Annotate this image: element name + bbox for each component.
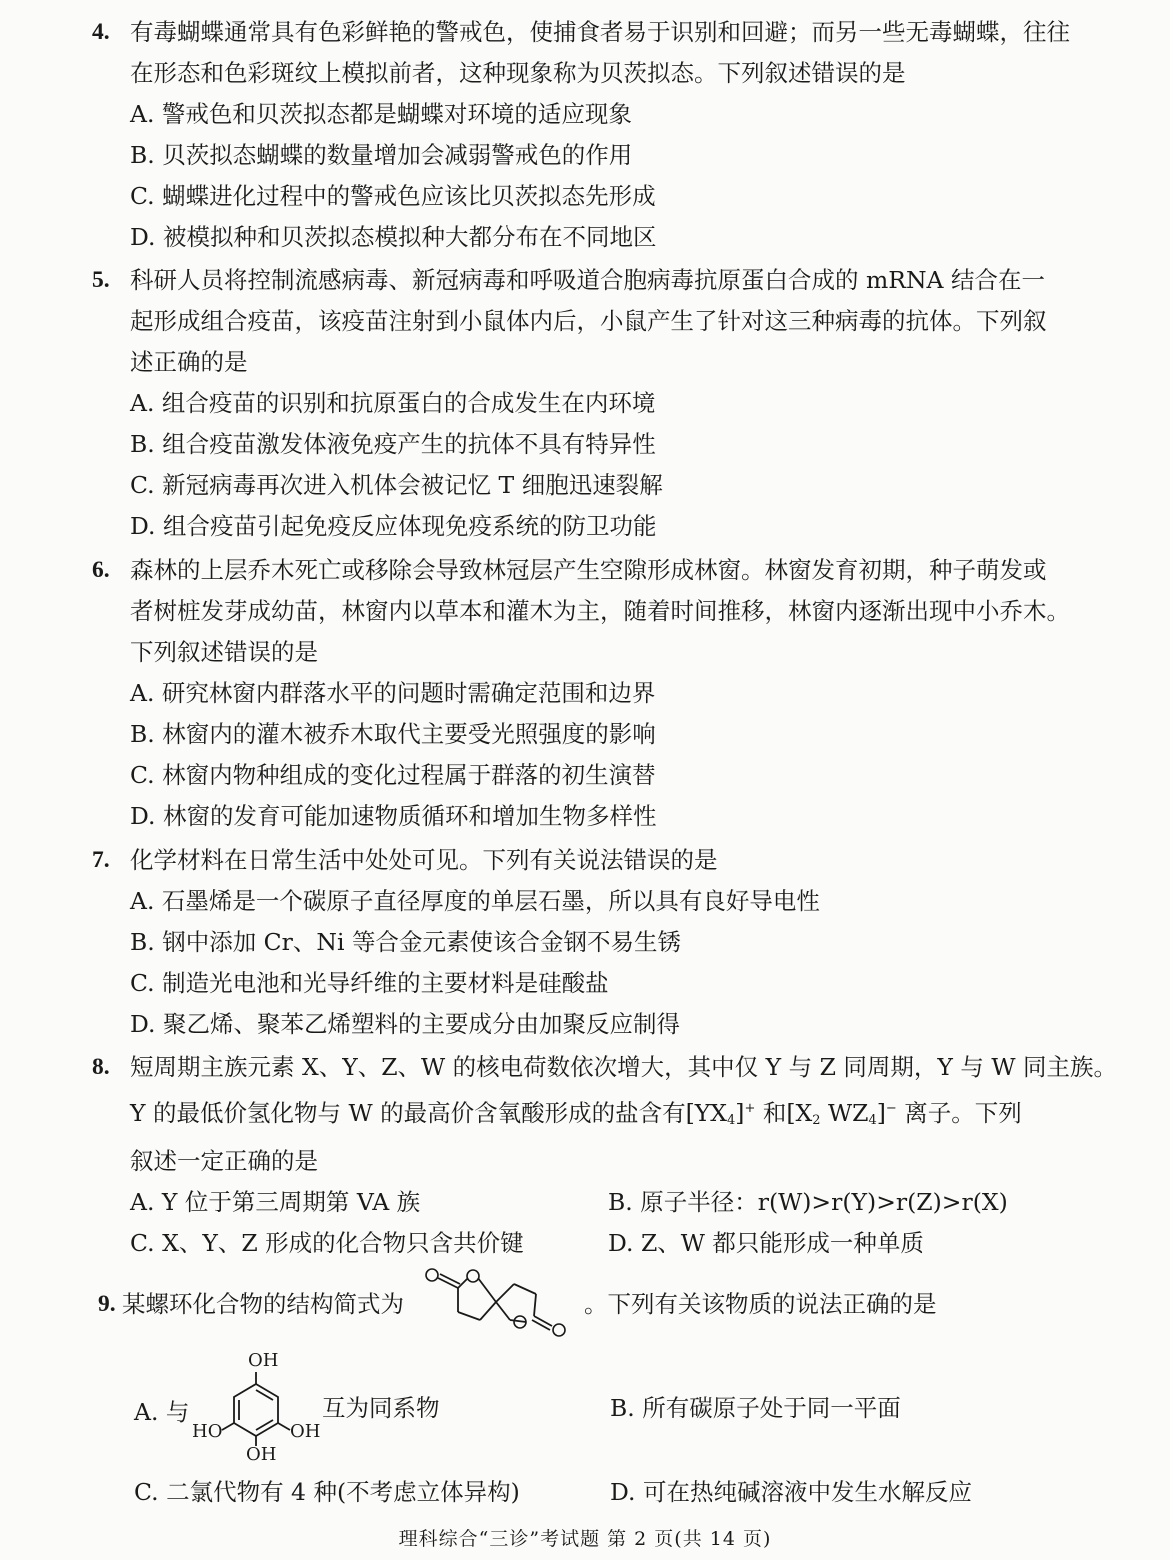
option-a: A. Y 位于第三周期第 VA 族: [130, 1188, 421, 1216]
option-a: A. 石墨烯是一个碳原子直径厚度的单层石墨，所以具有良好导电性: [130, 887, 820, 915]
question-number: 7.: [92, 847, 110, 873]
option-d: D. Z、W 都只能形成一种单质: [608, 1229, 924, 1257]
options-row: [130, 1182, 1117, 1223]
option-d: D. 林窗的发育可能加速物质循环和增加生物多样性: [130, 802, 657, 830]
question-stem-line: 有毒蝴蝶通常具有色彩鲜艳的警戒色，使捕食者易于识别和回避；而另一些无毒蝴蝶，往往: [130, 18, 1070, 46]
stem-text: 和[X: [755, 1099, 813, 1127]
question-stem-line: 化学材料在日常生活中处处可见。下列有关说法错误的是: [130, 846, 718, 874]
option-c: C. 蝴蝶进化过程中的警戒色应该比贝茨拟态先形成: [130, 182, 656, 210]
option-a: A. 研究林窗内群落水平的问题时需确定范围和边界: [130, 679, 656, 707]
page-footer: 理科综合“三诊”考试题 第 2 页(共 14 页): [398, 1528, 772, 1550]
question-stem-line: 者树桩发芽成幼苗，林窗内以草本和灌木为主，随着时间推移，林窗内逐渐出现中小乔木。: [130, 597, 1070, 625]
option-c: C. 二氯代物有 4 种(不考虑立体异构): [134, 1478, 520, 1506]
options-row: [130, 1223, 1117, 1264]
question-stem-line: 在形态和色彩斑纹上模拟前者，这种现象称为贝茨拟态。下列叙述错误的是: [130, 59, 906, 87]
option-a-prefix: A. 与: [134, 1398, 190, 1426]
option-c: C. 林窗内物种组成的变化过程属于群落的初生演替: [130, 761, 656, 789]
spiro-lactone-structure-icon: [418, 1264, 578, 1344]
question-number: 9.: [98, 1291, 116, 1317]
question-stem-line: 述正确的是: [130, 348, 248, 376]
stem-text: 离子。下列: [896, 1099, 1022, 1127]
question-6: [92, 550, 1070, 837]
oh-right-label: OH: [290, 1421, 321, 1442]
option-c: C. 制造光电池和光导纤维的主要材料是硅酸盐: [130, 969, 609, 997]
question-number: 8.: [92, 1054, 110, 1080]
oh-bottom-label: OH: [246, 1444, 277, 1465]
question-stem-line: 科研人员将控制流感病毒、新冠病毒和呼吸道合胞病毒抗原蛋白合成的 mRNA 结合在一: [130, 266, 1045, 294]
question-4: [92, 12, 1070, 258]
question-9-stem-after: 。下列有关该物质的说法正确的是: [584, 1290, 937, 1318]
question-number: 4.: [92, 19, 110, 45]
subscript: 4: [727, 1113, 736, 1128]
oh-top-label: OH: [248, 1350, 279, 1371]
superscript: +: [744, 1101, 756, 1116]
question-stem-line: 下列叙述错误的是: [130, 638, 318, 666]
ho-left-label: HO: [192, 1421, 223, 1442]
option-d: D. 组合疫苗引起免疫反应体现免疫系统的防卫功能: [130, 512, 657, 540]
option-c: C. 新冠病毒再次进入机体会被记忆 T 细胞迅速裂解: [130, 471, 663, 499]
option-a: A. 警戒色和贝茨拟态都是蝴蝶对环境的适应现象: [130, 100, 632, 128]
question-stem-line: 起形成组合疫苗，该疫苗注射到小鼠体内后，小鼠产生了针对这三种病毒的抗体。下列叙: [130, 307, 1047, 335]
subscript: 4: [868, 1113, 877, 1128]
question-8: [92, 1047, 1117, 1264]
option-a: A. 组合疫苗的识别和抗原蛋白的合成发生在内环境: [130, 389, 656, 417]
option-b: B. 所有碳原子处于同一平面: [610, 1394, 901, 1422]
option-d: D. 可在热纯碱溶液中发生水解反应: [610, 1478, 972, 1506]
option-c: C. X、Y、Z 形成的化合物只含共价键: [130, 1229, 524, 1257]
option-d: D. 被模拟种和贝茨拟态模拟种大都分布在不同地区: [130, 223, 657, 251]
question-number: 6.: [92, 557, 110, 583]
subscript: 2: [812, 1113, 821, 1128]
question-stem-line: [130, 1088, 1117, 1141]
option-b: B. 林窗内的灌木被乔木取代主要受光照强度的影响: [130, 720, 656, 748]
bracket: ]: [735, 1099, 745, 1127]
question-stem-line: 短周期主族元素 X、Y、Z、W 的核电荷数依次增大，其中仅 Y 与 Z 同周期，Y 与 W 同主族。: [130, 1053, 1117, 1081]
option-a-suffix: 互为同系物: [322, 1394, 440, 1422]
option-b: B. 组合疫苗激发体液免疫产生的抗体不具有特异性: [130, 430, 656, 458]
question-stem-line: 森林的上层乔木死亡或移除会导致林冠层产生空隙形成林窗。林窗发育初期，种子萌发或: [130, 556, 1047, 584]
question-7: [92, 840, 820, 1045]
stem-text: Y 的最低价氢化物与 W 的最高价含氧酸形成的盐含有[YX: [130, 1099, 727, 1127]
bracket: ]: [876, 1099, 886, 1127]
option-d: D. 聚乙烯、聚苯乙烯塑料的主要成分由加聚反应制得: [130, 1010, 680, 1038]
option-b: B. 贝茨拟态蝴蝶的数量增加会减弱警戒色的作用: [130, 141, 633, 169]
question-5: [92, 260, 1047, 547]
question-stem-line: 叙述一定正确的是: [130, 1147, 318, 1175]
option-b: B. 钢中添加 Cr、Ni 等合金元素使该合金钢不易生锈: [130, 928, 681, 956]
stem-text: WZ: [820, 1099, 869, 1127]
option-b: B. 原子半径：r(W)>r(Y)>r(Z)>r(X): [608, 1188, 1008, 1216]
question-9-stem-before: 某螺环化合物的结构简式为: [122, 1290, 404, 1318]
question-number: 5.: [92, 267, 110, 293]
superscript: −: [885, 1101, 897, 1116]
